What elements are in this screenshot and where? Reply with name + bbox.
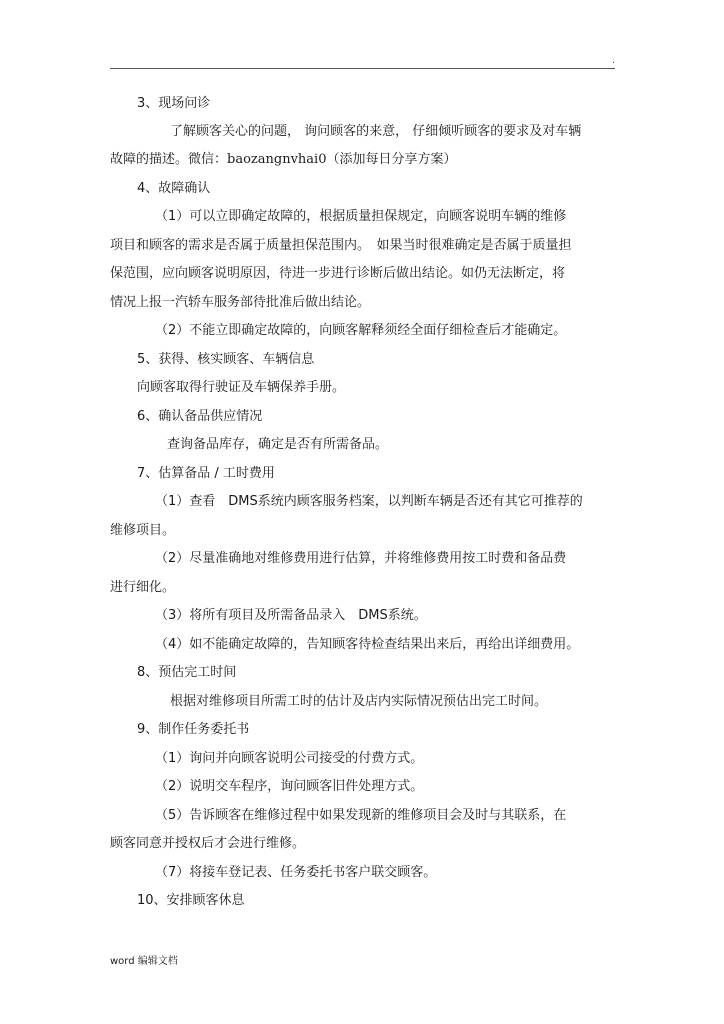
paragraph-line: 故障的描述。: [110, 152, 189, 167]
paragraph-line: 向顾客取得行驶证及车辆保养手册。: [137, 380, 346, 395]
header-rule: [110, 68, 615, 69]
paragraph-line: 根据对维修项目所需工时的估计及店内实际情况预估出完工时间。: [170, 694, 548, 709]
paragraph-line: （1）查看 DMS系统内顾客服务档案，以判断车辆是否还有其它可推荐的: [155, 494, 583, 509]
footer-label: word 编辑文档: [110, 956, 178, 967]
section-heading: 6、确认备品供应情况: [137, 409, 263, 424]
paragraph-line: 进行细化。: [110, 580, 176, 595]
paragraph-line: （1）询问并向顾客说明公司接受的付费方式。: [155, 751, 424, 766]
paragraph-line: （4）如不能确定故障的，告知顾客待检查结果出来后，再给出详细费用。: [155, 637, 580, 652]
paragraph-line: （7）将接车登记表、任务委托书客户联交顾客。: [155, 865, 437, 880]
paragraph-line: 维修项目。: [110, 523, 176, 538]
section-heading: 9、制作任务委托书: [137, 722, 250, 737]
section-heading: 8、预估完工时间: [137, 665, 237, 680]
section-heading: 4、故障确认: [137, 181, 211, 196]
paragraph-line: 项目和顾客的需求是否属于质量担保范围内。 如果当时很难确定是否属于质量担: [110, 238, 572, 253]
paragraph-line: （1）可以立即确定故障的，根据质量担保规定，向顾客说明车辆的维修: [155, 209, 567, 224]
paragraph-line: 查询备品库存，确定是否有所需备品。: [167, 437, 389, 452]
paragraph-line: （2）不能立即确定故障的，向顾客解释须经全面仔细检查后才能确定。: [155, 323, 567, 338]
header-corner-mark: .: [612, 56, 615, 66]
section-heading: 5、获得、核实顾客、车辆信息: [137, 352, 315, 367]
section-heading: 10、安排顾客休息: [137, 893, 245, 908]
paragraph-line: 了解顾客关心的问题， 询问顾客的来意， 仔细倾听顾客的要求及对车辆: [170, 124, 582, 139]
paragraph-line: （5）告诉顾客在维修过程中如果发现新的维修项目会及时与其联系，在: [155, 808, 567, 823]
paragraph-line: 保范围，应向顾客说明原因，待进一步进行诊断后做出结论。如仍无法断定，将: [110, 266, 566, 281]
paragraph-line: 情况上报一汽轿车服务部待批准后做出结论。: [110, 295, 371, 310]
section-heading: 3、现场问诊: [137, 96, 211, 111]
paragraph-line: （3）将所有项目及所需备品录入 DMS系统。: [155, 608, 427, 623]
section-heading: 7、估算备品 / 工时费用: [137, 466, 275, 481]
paragraph-line: （2）尽量准确地对维修费用进行估算，并将维修费用按工时费和备品费: [155, 551, 567, 566]
paragraph-line: 顾客同意并授权后才会进行维修。: [110, 836, 306, 851]
paragraph-line: （2）说明交车程序，询问顾客旧件处理方式。: [155, 779, 424, 794]
wechat-note: 微信：baozangnvhai0（添加每日分享方案）: [188, 152, 457, 167]
